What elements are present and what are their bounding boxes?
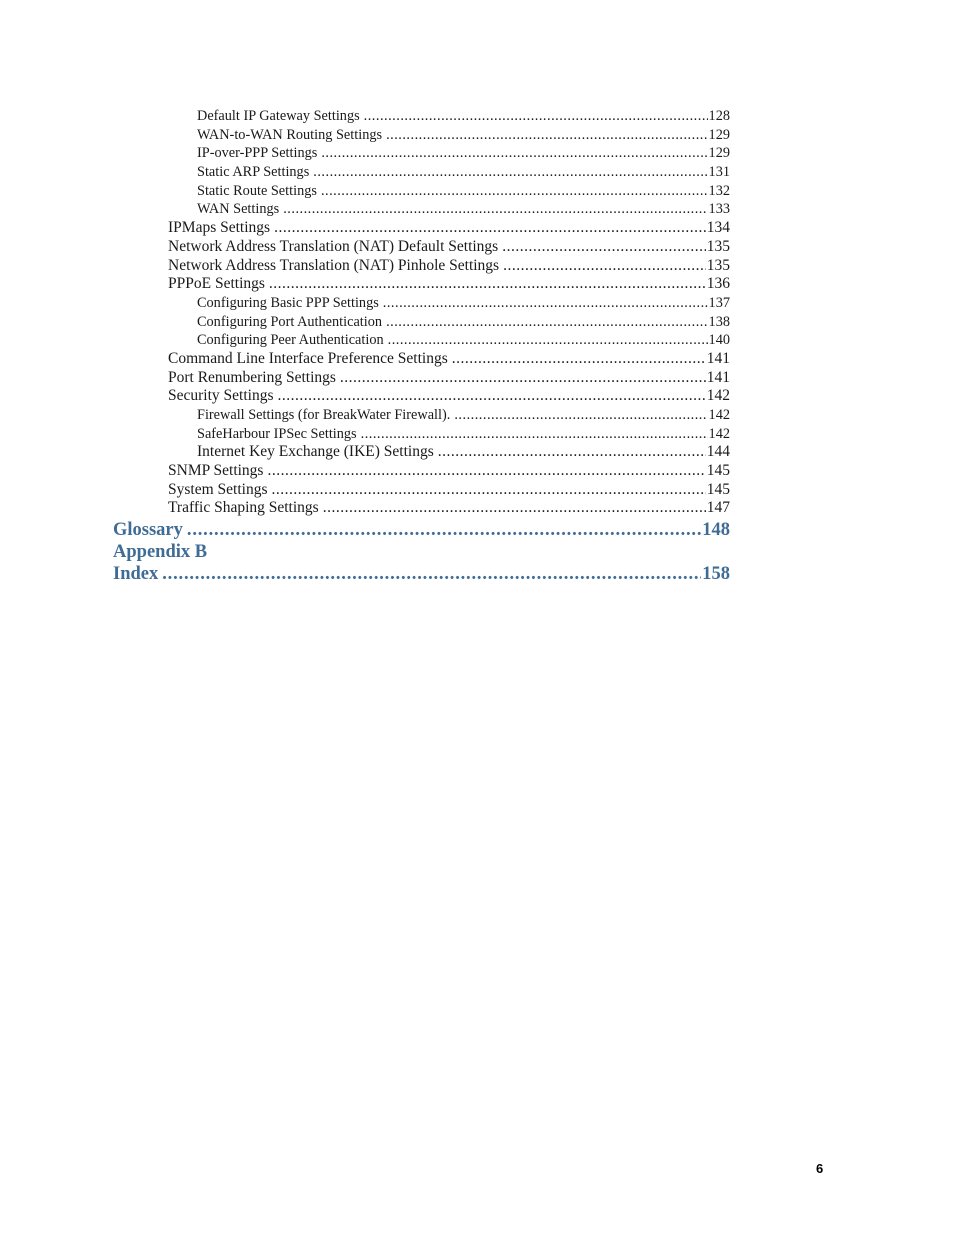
toc-entry[interactable] (197, 163, 730, 182)
toc-entry-page: 142 (708, 425, 730, 442)
toc-entry[interactable] (197, 406, 730, 425)
toc-entry-title: Network Address Translation (NAT) Pinhole Settings (168, 256, 500, 274)
toc-entry-title: IP-over-PPP Settings (197, 145, 318, 162)
toc-entry[interactable] (197, 144, 730, 163)
toc-chapter-index[interactable] (113, 563, 730, 585)
toc-entry-title: Configuring Peer Authentication (197, 332, 384, 349)
dot-leader (386, 313, 707, 332)
toc-entry-title: PPPoE Settings (168, 275, 265, 293)
dot-leader (321, 182, 708, 201)
toc-entry[interactable] (197, 294, 730, 313)
toc-chapter-page: 148 (702, 520, 730, 541)
toc-entry-page: 131 (708, 164, 730, 181)
toc-entry-page: 145 (706, 480, 730, 498)
toc-entry[interactable] (197, 443, 730, 462)
dot-leader (388, 331, 708, 350)
dot-leader (340, 369, 706, 388)
toc-entry-page: 129 (708, 145, 730, 162)
toc-chapter-appendix-b[interactable] (113, 541, 730, 563)
toc-entry-title: Port Renumbering Settings (168, 368, 336, 386)
toc-entry-page: 132 (708, 182, 730, 199)
toc-entry-title: IPMaps Settings (168, 219, 271, 237)
toc-entry[interactable] (197, 107, 730, 126)
toc-entry[interactable] (168, 350, 730, 369)
toc-chapter-page: 158 (702, 564, 730, 585)
toc-entry-page: 142 (708, 407, 730, 423)
dot-leader (502, 238, 706, 257)
toc-entry-title: Static ARP Settings (197, 164, 310, 181)
toc-entry-title: Configuring Port Authentication (197, 313, 383, 330)
toc-entry-title: Configuring Basic PPP Settings (197, 294, 379, 311)
toc-entry-title: Default IP Gateway Settings (197, 108, 360, 124)
toc-entry[interactable] (168, 387, 730, 406)
toc-entry-title: Command Line Interface Preference Settings (168, 349, 448, 367)
toc-entry-title: Network Address Translation (NAT) Default Settings (168, 237, 499, 255)
toc-chapter-glossary[interactable] (113, 519, 730, 541)
toc-entry-title: SNMP Settings (168, 462, 264, 480)
toc-entry-title: SafeHarbour IPSec Settings (197, 425, 357, 442)
table-of-contents (0, 107, 954, 585)
toc-entry-title: Static Route Settings (197, 182, 317, 199)
toc-entry[interactable] (168, 481, 730, 500)
toc-entry-title: Traffic Shaping Settings (168, 499, 319, 517)
dot-leader (386, 126, 707, 145)
dot-leader (361, 425, 708, 444)
dot-leader (438, 443, 706, 462)
toc-entry[interactable] (197, 182, 730, 201)
toc-entry-page: 147 (706, 499, 730, 517)
toc-entry-title: Internet Key Exchange (IKE) Settings (197, 443, 434, 461)
toc-entry[interactable] (168, 257, 730, 276)
toc-entry-title: Firewall Settings (for BreakWater Firewall). (197, 407, 451, 423)
toc-entry-page: 133 (708, 201, 730, 218)
toc-entry-page: 135 (706, 237, 730, 255)
toc-chapter-title: Glossary (113, 520, 183, 541)
toc-chapter-title: Appendix B (113, 542, 208, 563)
toc-entry[interactable] (168, 499, 730, 518)
page-number: 6 (816, 1161, 824, 1176)
toc-entry-title: System Settings (168, 480, 268, 498)
dot-leader (313, 163, 707, 182)
toc-entry-page: 138 (708, 313, 730, 330)
dot-leader (162, 563, 701, 585)
dot-leader (364, 107, 708, 126)
toc-entry[interactable] (197, 200, 730, 219)
dot-leader (321, 144, 707, 163)
dot-leader (274, 219, 706, 238)
toc-entry[interactable] (168, 369, 730, 388)
toc-entry[interactable] (197, 313, 730, 332)
toc-entry-title: Security Settings (168, 387, 274, 405)
toc-entry-page: 145 (706, 462, 730, 480)
toc-chapter-title: Index (113, 564, 159, 585)
dot-leader (503, 257, 706, 276)
dot-leader (187, 519, 701, 541)
toc-entry[interactable] (197, 126, 730, 145)
dot-leader (277, 387, 705, 406)
toc-entry[interactable] (168, 238, 730, 257)
toc-entry-page: 144 (706, 443, 730, 461)
toc-entry-page: 135 (706, 256, 730, 274)
dot-leader (452, 350, 706, 369)
toc-entry[interactable] (197, 425, 730, 444)
dot-leader (383, 294, 708, 313)
toc-entry-page: 141 (706, 349, 730, 367)
toc-entry[interactable] (197, 331, 730, 350)
dot-leader (267, 462, 705, 481)
dot-leader (323, 499, 706, 518)
toc-entry-page: 128 (708, 108, 730, 124)
toc-entry-page: 137 (708, 294, 730, 311)
toc-entry-page: 141 (706, 368, 730, 386)
toc-entry-title: WAN Settings (197, 201, 280, 218)
dot-leader (454, 406, 707, 425)
toc-entry-page: 136 (706, 275, 730, 293)
toc-entry-page: 142 (706, 387, 730, 405)
toc-entry[interactable] (168, 462, 730, 481)
toc-entry-page: 140 (708, 332, 730, 349)
dot-leader (283, 200, 707, 219)
dot-leader (271, 481, 705, 500)
dot-leader (269, 275, 706, 294)
toc-entry-title: WAN-to-WAN Routing Settings (197, 126, 383, 143)
toc-entry[interactable] (168, 275, 730, 294)
toc-entry-page: 129 (708, 126, 730, 143)
toc-entry-page: 134 (706, 219, 730, 237)
toc-entry[interactable] (168, 219, 730, 238)
